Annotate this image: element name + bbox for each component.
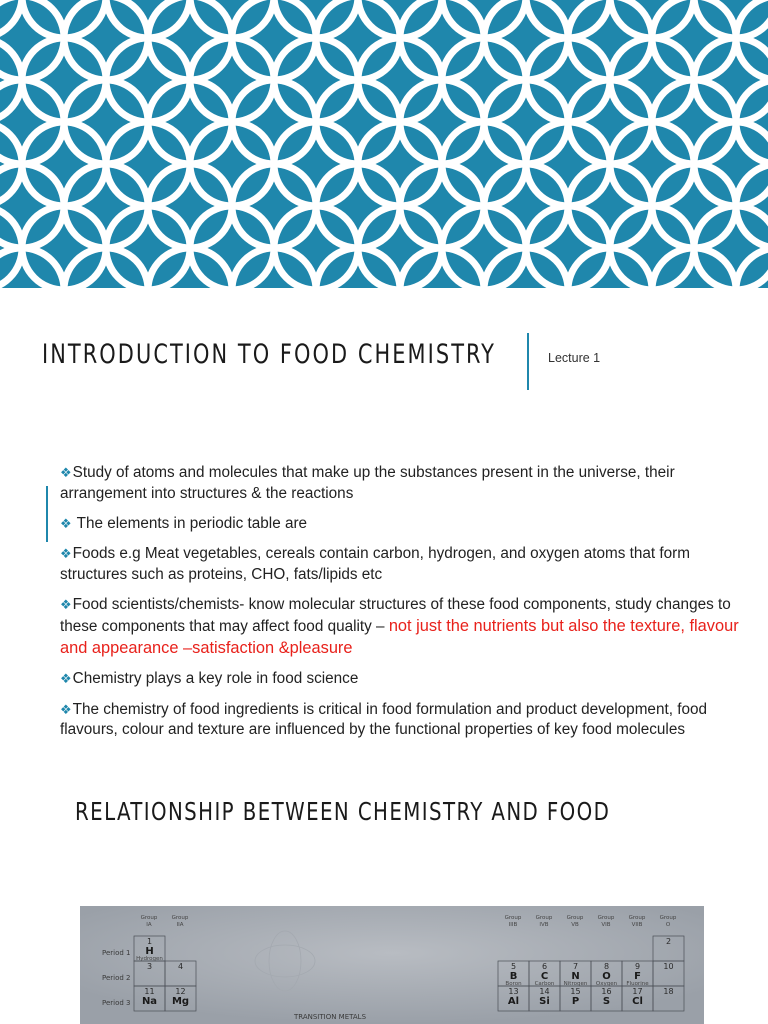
element-name: Nitrogen [563, 981, 588, 987]
period-label: Period 2 [102, 974, 131, 982]
title-divider [527, 333, 529, 390]
list-item [60, 700, 750, 742]
element-symbol: P [571, 996, 580, 1007]
periodic-table-graphic [80, 906, 704, 1024]
group-label: IIIB [508, 922, 518, 928]
element-number: 7 [572, 962, 579, 971]
element-symbol: Cl [632, 996, 643, 1007]
diamond-bullet-icon: ❖ [60, 516, 72, 532]
diamond-bullet-icon: ❖ [60, 701, 72, 717]
element-symbol: O [602, 971, 611, 982]
bullet-list [60, 463, 750, 751]
transition-metals-label: TRANSITION METALS [293, 1013, 367, 1021]
bullet-text: The elements in periodic table are [72, 515, 308, 533]
element-number: 5 [510, 962, 517, 971]
highlight-text: not just the nutrients but also the texture, flavour and appearance –satisfaction &pleasure [60, 617, 739, 658]
diamond-bullet-icon: ❖ [60, 597, 72, 613]
circle-pattern-graphic [0, 0, 768, 288]
element-number: 15 [570, 987, 581, 996]
element-symbol: Al [507, 996, 520, 1007]
element-symbol: F [634, 971, 641, 982]
accent-rule [46, 486, 48, 542]
element-number: 1 [146, 937, 153, 946]
list-item [60, 463, 750, 505]
bullet-text: Food scientists/chemists- know molecular structures of these food components, study changes to these components that may affect food quality – [60, 596, 731, 636]
element-number: 11 [144, 987, 155, 996]
element-number: 10 [663, 962, 674, 971]
group-label: VIB [601, 922, 611, 928]
element-name: Carbon [534, 981, 555, 987]
decorative-banner [0, 0, 768, 288]
bullet-text: Study of atoms and molecules that make up the substances present in the universe, their arrangement into structures & the reactions [60, 464, 675, 502]
title-row [42, 333, 742, 393]
element-symbol: Na [141, 996, 158, 1007]
element-number: 8 [603, 962, 610, 971]
group-label: Group [628, 915, 646, 921]
group-label: VIIB [631, 922, 643, 928]
period-label: Period 1 [102, 949, 131, 957]
group-label: Group [597, 915, 615, 921]
diamond-bullet-icon: ❖ [60, 465, 72, 480]
element-name: Boron [505, 981, 522, 987]
element-number: 4 [177, 962, 184, 971]
element-number: 17 [632, 987, 643, 996]
section-heading: RELATIONSHIP BETWEEN CHEMISTRY AND FOOD [75, 797, 611, 826]
element-name: Oxygen [595, 981, 618, 987]
slide-title: INTRODUCTION TO FOOD CHEMISTRY [42, 339, 496, 370]
list-item [60, 669, 750, 690]
group-label: Group [659, 915, 677, 921]
element-symbol: N [571, 971, 580, 982]
group-label: Group [504, 915, 522, 921]
bullet-text: Foods e.g Meat vegetables, cereals contain carbon, hydrogen, and oxygen atoms that form structures such as proteins, CHO, fats/lipids etc [60, 545, 690, 584]
periodic-table-image [80, 906, 704, 1024]
element-number: 13 [508, 987, 519, 996]
group-label: IVB [539, 922, 549, 928]
element-number: 16 [601, 987, 612, 996]
element-name: Fluorine [626, 981, 649, 987]
list-item [60, 544, 750, 586]
group-label: Group [140, 915, 158, 921]
diamond-bullet-icon: ❖ [60, 671, 72, 687]
element-number: 18 [663, 987, 674, 996]
group-label: Group [171, 915, 189, 921]
group-label: Group [535, 915, 553, 921]
bullet-text: The chemistry of food ingredients is critical in food formulation and product development, food flavours, colour and texture are influenced by the functional properties of key food molecules [60, 700, 707, 739]
group-label: Group [566, 915, 584, 921]
period-label: Period 3 [102, 999, 131, 1007]
list-item [60, 514, 750, 535]
list-item [60, 595, 750, 659]
element-number: 3 [146, 962, 153, 971]
element-symbol: Si [539, 996, 550, 1007]
group-label: VB [571, 922, 579, 928]
element-number: 9 [634, 962, 641, 971]
diamond-bullet-icon: ❖ [60, 546, 72, 562]
element-number: 14 [539, 987, 550, 996]
element-number: 2 [665, 937, 672, 946]
group-label: IIA [176, 922, 184, 928]
slide-subtitle: Lecture 1 [548, 351, 601, 365]
element-name: Hydrogen [136, 956, 163, 962]
element-symbol: S [602, 996, 611, 1007]
element-symbol: Mg [171, 996, 190, 1007]
element-number: 12 [175, 987, 186, 996]
element-number: 6 [541, 962, 548, 971]
element-symbol: C [540, 971, 549, 982]
element-symbol: B [509, 971, 518, 982]
bullet-text: Chemistry plays a key role in food science [72, 670, 359, 688]
group-label: O [665, 922, 671, 928]
group-label: IA [146, 922, 152, 928]
element-symbol: H [145, 946, 154, 957]
